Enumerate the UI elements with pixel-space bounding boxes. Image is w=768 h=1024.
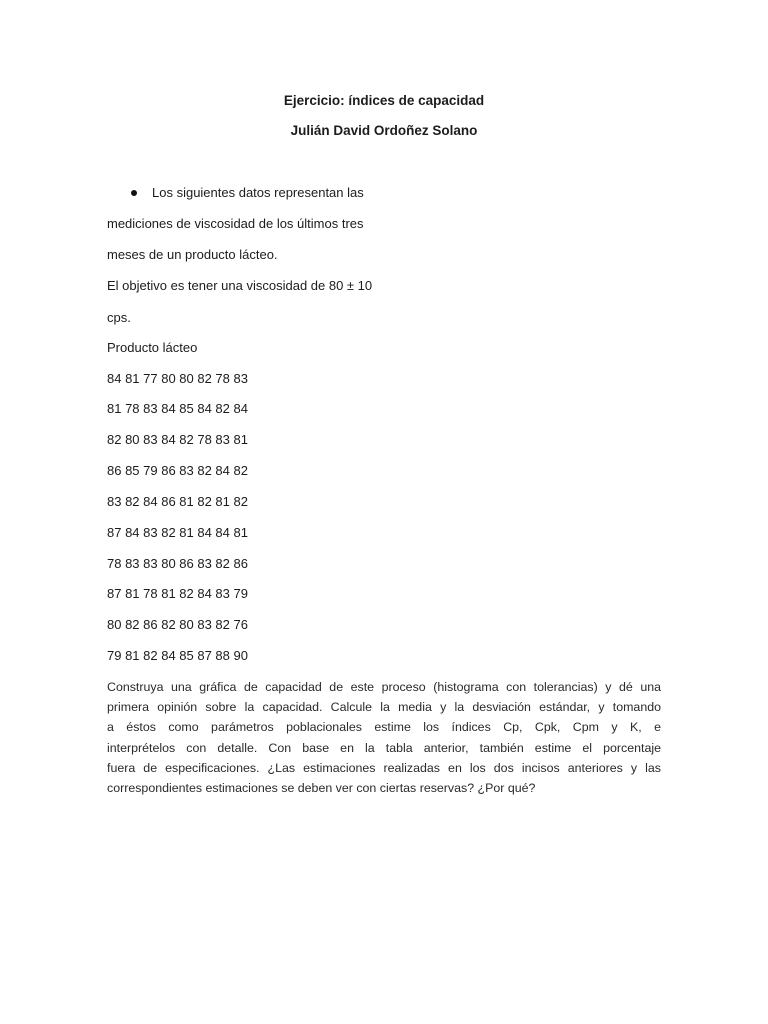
author-name: Julián David Ordoñez Solano [290, 123, 478, 138]
question-line: correspondientes estimaciones se deben ver con ciertas reservas? ¿Por qué? [107, 781, 536, 795]
intro-line: mediciones de viscosidad de los últimos tres [107, 216, 364, 231]
question-line: Construya una gráfica de capacidad de este proceso (histograma con tolerancias) y dé una [107, 680, 661, 694]
data-row: 82 80 83 84 82 78 83 81 [107, 432, 248, 447]
intro-line: meses de un producto lácteo. [107, 247, 278, 262]
data-row: 87 81 78 81 82 84 83 79 [107, 586, 248, 601]
document-title: Ejercicio: índices de capacidad [283, 93, 485, 108]
data-row: 86 85 79 86 83 82 84 82 [107, 463, 248, 478]
question-line: fuera de especificaciones. ¿Las estimaciones realizadas en los dos incisos anteriores y las [107, 761, 661, 775]
bullet-point-icon [131, 190, 137, 196]
data-row: 87 84 83 82 81 84 84 81 [107, 525, 248, 540]
data-row: 83 82 84 86 81 82 81 82 [107, 494, 248, 509]
question-line: interprételos con detalle. Con base en la tabla anterior, también estime el porcentaje [107, 741, 661, 755]
intro-line: cps. [107, 310, 131, 325]
data-row: 84 81 77 80 80 82 78 83 [107, 371, 248, 386]
question-line: a éstos como parámetros poblacionales estime los índices Cp, Cpk, Cpm y K, e [107, 720, 661, 734]
data-table-title: Producto lácteo [107, 340, 198, 355]
data-row: 80 82 86 82 80 83 82 76 [107, 617, 248, 632]
data-row: 79 81 82 84 85 87 88 90 [107, 648, 248, 663]
intro-line: El objetivo es tener una viscosidad de 80 ± 10 [107, 278, 373, 293]
question-line: primera opinión sobre la capacidad. Calcule la media y la desviación estándar, y tomando [107, 700, 661, 714]
data-row: 78 83 83 80 86 83 82 86 [107, 556, 248, 571]
bullet-item-text: Los siguientes datos representan las [152, 185, 364, 200]
data-row: 81 78 83 84 85 84 82 84 [107, 401, 248, 416]
